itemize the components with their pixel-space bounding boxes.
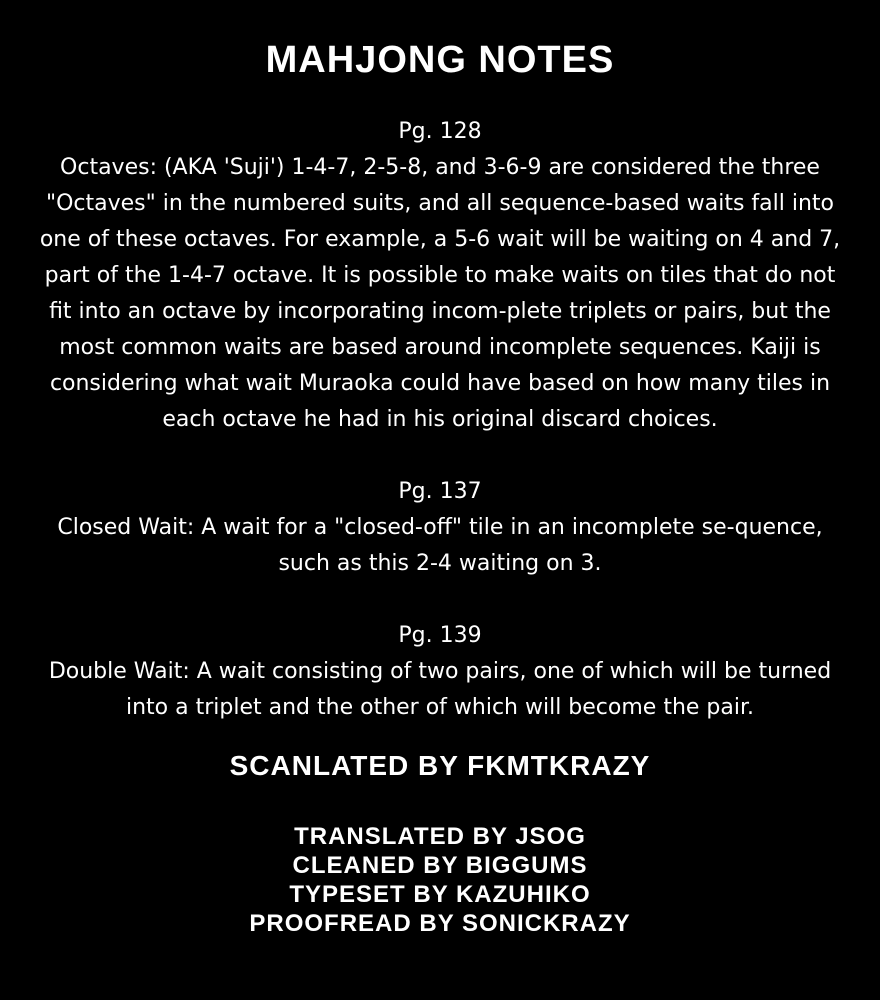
- spacer: [0, 438, 880, 474]
- note-page-ref: Pg. 139: [398, 623, 482, 648]
- credit-typesetter: TYPESET BY KAZUHIKO: [289, 881, 591, 908]
- note-page-ref: Pg. 128: [398, 119, 482, 144]
- spacer: [0, 582, 880, 618]
- staff-credits: [0, 822, 880, 938]
- credit-proofreader: PROOFREAD BY SONICKRAZY: [249, 910, 631, 937]
- credit-translator: TRANSLATED BY JSOG: [294, 823, 586, 850]
- note-pg-137: [30, 474, 850, 582]
- page-title: MAHJONG NOTES: [265, 39, 615, 81]
- note-pg-128: [30, 114, 850, 438]
- note-pg-139: [30, 618, 850, 726]
- note-text: Double Wait: A wait consisting of two pairs, one of which will be turned into a triplet and the other of which will become the pair.: [48, 659, 832, 720]
- credit-cleaner: CLEANED BY BIGGUMS: [292, 852, 588, 879]
- note-text: Closed Wait: A wait for a "closed-off" tile in an incomplete se-quence, such as this 2-4 waiting on 3.: [57, 515, 823, 576]
- note-text: Octaves: (AKA 'Suji') 1-4-7, 2-5-8, and 3-6-9 are considered the three "Octaves" in the numbered suits, and all sequence-based waits fall into one of these octaves. For example, a 5-6 wait will be waiting on 4 and 7, part of the 1-4-7 octave. It is possible to make waits on tiles that do not fit into an octave by incorporating incom-plete triplets or pairs, but the most common waits are based around incomplete sequences. Kaiji is considering what wait Muraoka could have based on how many tiles in each octave he had in his original discard choices.: [39, 155, 841, 432]
- scanlation-credit: SCANLATED BY FKMTKRAZY: [229, 750, 651, 781]
- note-page-ref: Pg. 137: [398, 479, 482, 504]
